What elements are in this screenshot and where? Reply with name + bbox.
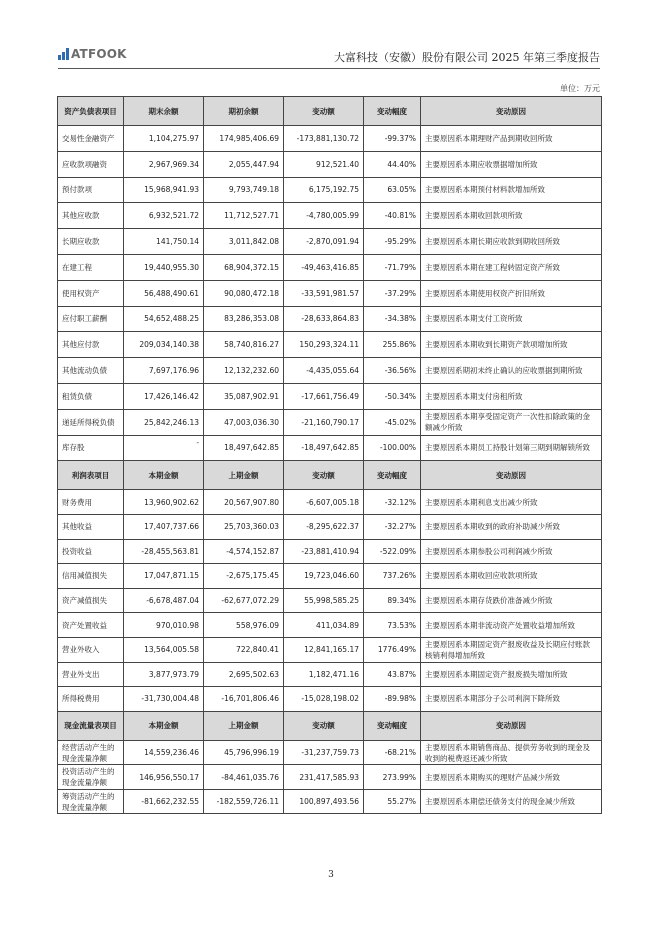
amount-cell: -16,701,806.46	[204, 687, 284, 712]
change-amount-cell: -31,237,759.73	[284, 740, 364, 765]
balance-sheet-header-row	[58, 97, 602, 126]
change-reason-cell: 主要原因系本期收到的政府补助减少所致	[421, 514, 602, 539]
table-row	[58, 588, 602, 613]
page-header	[58, 46, 600, 69]
change-reason-cell: 主要原因系本期预付材料款增加所致	[421, 177, 602, 203]
amount-cell: 20,567,907.80	[204, 490, 284, 515]
change-amount-cell: 12,841,165.17	[284, 637, 364, 662]
amount-cell: -4,574,152.87	[204, 539, 284, 564]
amount-cell: 83,286,353.08	[204, 306, 284, 332]
change-reason-cell: 主要原因系本期理财产品到期收回所致	[421, 126, 602, 152]
item-name-cell: 其他收益	[58, 514, 124, 539]
amount-cell: 9,793,749.18	[204, 177, 284, 203]
change-reason-cell: 主要原因系本期使用权资产折旧所致	[421, 280, 602, 306]
table-row	[58, 765, 602, 790]
logo-text: ATFOOK	[71, 47, 127, 61]
amount-cell: 3,011,842.08	[204, 229, 284, 255]
column-header: 期初余额	[204, 97, 284, 126]
change-reason-cell: 主要原因系本期应收票据增加所致	[421, 151, 602, 177]
change-amount-cell: -23,881,410.94	[284, 539, 364, 564]
page-number: 3	[328, 870, 334, 880]
amount-cell: 17,426,146.42	[124, 383, 204, 409]
table-row	[58, 490, 602, 515]
table-row	[58, 637, 602, 662]
change-amount-cell: -17,661,756.49	[284, 383, 364, 409]
amount-cell: 2,967,969.34	[124, 151, 204, 177]
change-amount-cell: -173,881,130.72	[284, 126, 364, 152]
amount-cell: 6,932,521.72	[124, 203, 204, 229]
change-percent-cell: -36.56%	[364, 358, 421, 384]
amount-cell: 68,904,372.15	[204, 254, 284, 280]
column-header: 变动额	[284, 97, 364, 126]
unit-label: 单位：万元	[560, 84, 600, 93]
change-reason-cell: 主要原因系本期参股公司利润减少所致	[421, 539, 602, 564]
change-percent-cell: 55.27%	[364, 789, 421, 814]
amount-cell: 2,055,447.94	[204, 151, 284, 177]
amount-cell: 146,956,550.17	[124, 765, 204, 790]
change-amount-cell: 6,175,192.75	[284, 177, 364, 203]
column-header: 变动额	[284, 711, 364, 740]
column-header: 本期金额	[124, 461, 204, 490]
change-reason-cell: 主要原因系本期享受固定资产一次性扣除政策的金额减少所致	[421, 409, 602, 435]
change-percent-cell: -50.34%	[364, 383, 421, 409]
amount-cell: 174,985,406.69	[204, 126, 284, 152]
amount-cell: 141,750.14	[124, 229, 204, 255]
amount-cell: 970,010.98	[124, 613, 204, 638]
column-header: 变动原因	[421, 461, 602, 490]
item-name-cell: 预付款项	[58, 177, 124, 203]
change-percent-cell: -68.21%	[364, 740, 421, 765]
table-row	[58, 177, 602, 203]
column-header: 资产负债表项目	[58, 97, 124, 126]
change-percent-cell: -45.02%	[364, 409, 421, 435]
table-row	[58, 564, 602, 589]
change-amount-cell: -49,463,416.85	[284, 254, 364, 280]
cash-flow-header-row	[58, 711, 602, 740]
column-header: 现金流量表项目	[58, 711, 124, 740]
amount-cell: 25,842,246.13	[124, 409, 204, 435]
change-amount-cell: -33,591,981.57	[284, 280, 364, 306]
table-row	[58, 662, 602, 687]
change-reason-cell: 主要原因系本期支付房租所致	[421, 383, 602, 409]
amount-cell: 58,740,816.27	[204, 332, 284, 358]
table-row	[58, 280, 602, 306]
change-amount-cell: 912,521.40	[284, 151, 364, 177]
item-name-cell: 应付职工薪酬	[58, 306, 124, 332]
amount-cell: -62,677,072.29	[204, 588, 284, 613]
column-header: 变动幅度	[364, 461, 421, 490]
amount-cell: 14,559,236.46	[124, 740, 204, 765]
item-name-cell: 所得税费用	[58, 687, 124, 712]
amount-cell: 558,976.09	[204, 613, 284, 638]
income-statement-header-row	[58, 461, 602, 490]
amount-cell: -81,662,232.55	[124, 789, 204, 814]
column-header: 变动额	[284, 461, 364, 490]
amount-cell: 12,132,232.60	[204, 358, 284, 384]
column-header: 期末余额	[124, 97, 204, 126]
item-name-cell: 投资活动产生的现金流量净额	[58, 765, 124, 790]
change-percent-cell: -100.00%	[364, 435, 421, 461]
change-amount-cell: -2,870,091.94	[284, 229, 364, 255]
change-percent-cell: 73.53%	[364, 613, 421, 638]
change-percent-cell: -34.38%	[364, 306, 421, 332]
change-percent-cell: 43.87%	[364, 662, 421, 687]
change-amount-cell: -8,295,622.37	[284, 514, 364, 539]
amount-cell: 54,652,488.25	[124, 306, 204, 332]
amount-cell: -84,461,035.76	[204, 765, 284, 790]
amount-cell: 45,796,996.19	[204, 740, 284, 765]
logo-mark-icon	[58, 48, 70, 60]
change-amount-cell: -28,633,864.83	[284, 306, 364, 332]
column-header: 变动原因	[421, 711, 602, 740]
change-reason-cell: 主要原因系本期购买的理财产品减少所致	[421, 765, 602, 790]
amount-cell: 13,564,005.58	[124, 637, 204, 662]
change-reason-cell: 主要原因系本期员工持股计划第三期到期解锁所致	[421, 435, 602, 461]
table-row	[58, 332, 602, 358]
table-row	[58, 358, 602, 384]
column-header: 变动原因	[421, 97, 602, 126]
amount-cell: 11,712,527.71	[204, 203, 284, 229]
change-amount-cell: 19,723,046.60	[284, 564, 364, 589]
change-percent-cell: 63.05%	[364, 177, 421, 203]
item-name-cell: 财务费用	[58, 490, 124, 515]
report-title: 大富科技（安徽）股份有限公司 2025 年第三季度报告	[334, 51, 600, 64]
change-reason-cell: 主要原因系本期存货跌价准备减少所致	[421, 588, 602, 613]
amount-cell: 56,488,490.61	[124, 280, 204, 306]
column-header: 变动幅度	[364, 711, 421, 740]
item-name-cell: 交易性金融资产	[58, 126, 124, 152]
table-row	[58, 126, 602, 152]
amount-cell: -6,678,487.04	[124, 588, 204, 613]
amount-cell: 2,695,502.63	[204, 662, 284, 687]
amount-cell: 722,840.41	[204, 637, 284, 662]
amount-cell: 90,080,472.18	[204, 280, 284, 306]
amount-cell: -28,455,563.81	[124, 539, 204, 564]
change-reason-cell: 主要原因系本期在建工程转固定资产所致	[421, 254, 602, 280]
item-name-cell: 信用减值损失	[58, 564, 124, 589]
amount-cell: 18,497,642.85	[204, 435, 284, 461]
table-row	[58, 613, 602, 638]
change-reason-cell: 主要原因系期初未终止确认的应收票据到期所致	[421, 358, 602, 384]
table-row	[58, 514, 602, 539]
item-name-cell: 投资收益	[58, 539, 124, 564]
change-percent-cell: -95.29%	[364, 229, 421, 255]
amount-cell: 35,087,902.91	[204, 383, 284, 409]
change-amount-cell: 150,293,324.11	[284, 332, 364, 358]
table-row	[58, 789, 602, 814]
change-amount-cell: 1,182,471.16	[284, 662, 364, 687]
change-percent-cell: -32.12%	[364, 490, 421, 515]
change-amount-cell: 231,417,585.93	[284, 765, 364, 790]
change-reason-cell: 主要原因系本期固定资产报废损失增加所致	[421, 662, 602, 687]
change-amount-cell: -4,780,005.99	[284, 203, 364, 229]
item-name-cell: 营业外支出	[58, 662, 124, 687]
amount-cell: 3,877,973.79	[124, 662, 204, 687]
amount-cell: -2,675,175.45	[204, 564, 284, 589]
amount-cell: 19,440,955.30	[124, 254, 204, 280]
amount-cell: 209,034,140.38	[124, 332, 204, 358]
table-row	[58, 539, 602, 564]
change-amount-cell: -18,497,642.85	[284, 435, 364, 461]
financial-changes-table	[57, 96, 602, 814]
change-percent-cell: 89.34%	[364, 588, 421, 613]
change-amount-cell: 100,897,493.56	[284, 789, 364, 814]
table-row	[58, 740, 602, 765]
table-row	[58, 687, 602, 712]
item-name-cell: 资产减值损失	[58, 588, 124, 613]
amount-cell: -31,730,004.48	[124, 687, 204, 712]
table-row	[58, 151, 602, 177]
item-name-cell: 库存股	[58, 435, 124, 461]
change-reason-cell: 主要原因系本期收回款项所致	[421, 203, 602, 229]
item-name-cell: 经营活动产生的现金流量净额	[58, 740, 124, 765]
change-amount-cell: 55,998,585.25	[284, 588, 364, 613]
amount-cell: -182,559,726.11	[204, 789, 284, 814]
change-reason-cell: 主要原因系本期收到长期资产款项增加所致	[421, 332, 602, 358]
item-name-cell: 筹资活动产生的现金流量净额	[58, 789, 124, 814]
change-amount-cell: -4,435,055.64	[284, 358, 364, 384]
change-amount-cell: -15,028,198.02	[284, 687, 364, 712]
column-header: 上期金额	[204, 461, 284, 490]
item-name-cell: 租赁负债	[58, 383, 124, 409]
change-percent-cell: -89.98%	[364, 687, 421, 712]
change-reason-cell: 主要原因系本期固定资产报废收益及长期应付账款核销利得增加所致	[421, 637, 602, 662]
column-header: 变动幅度	[364, 97, 421, 126]
change-percent-cell: -71.79%	[364, 254, 421, 280]
change-percent-cell: -32.27%	[364, 514, 421, 539]
change-reason-cell: 主要原因系本期利息支出减少所致	[421, 490, 602, 515]
table-row	[58, 203, 602, 229]
change-percent-cell: 1776.49%	[364, 637, 421, 662]
change-amount-cell: -21,160,790.17	[284, 409, 364, 435]
item-name-cell: 长期应收款	[58, 229, 124, 255]
item-name-cell: 其他应付款	[58, 332, 124, 358]
change-reason-cell: 主要原因系本期非流动资产处置收益增加所致	[421, 613, 602, 638]
change-reason-cell: 主要原因系本期部分子公司利润下降所致	[421, 687, 602, 712]
item-name-cell: 使用权资产	[58, 280, 124, 306]
amount-cell: 17,407,737.66	[124, 514, 204, 539]
amount-cell: -	[124, 435, 204, 461]
change-percent-cell: -522.09%	[364, 539, 421, 564]
change-percent-cell: 255.86%	[364, 332, 421, 358]
change-reason-cell: 主要原因系本期长期应收款到期收回所致	[421, 229, 602, 255]
column-header: 本期金额	[124, 711, 204, 740]
amount-cell: 25,703,360.03	[204, 514, 284, 539]
item-name-cell: 其他应收款	[58, 203, 124, 229]
item-name-cell: 资产处置收益	[58, 613, 124, 638]
change-amount-cell: 411,034.89	[284, 613, 364, 638]
change-percent-cell: 737.26%	[364, 564, 421, 589]
amount-cell: 13,960,902.62	[124, 490, 204, 515]
item-name-cell: 递延所得税负债	[58, 409, 124, 435]
change-reason-cell: 主要原因系本期收回应收款项所致	[421, 564, 602, 589]
change-percent-cell: -37.29%	[364, 280, 421, 306]
table-row	[58, 306, 602, 332]
column-header: 利润表项目	[58, 461, 124, 490]
amount-cell: 47,003,036.30	[204, 409, 284, 435]
item-name-cell: 应收款项融资	[58, 151, 124, 177]
amount-cell: 15,968,941.93	[124, 177, 204, 203]
change-reason-cell: 主要原因系本期销售商品、提供劳务收到的现金及收到的税费返还减少所致	[421, 740, 602, 765]
item-name-cell: 在建工程	[58, 254, 124, 280]
change-reason-cell: 主要原因系本期偿还债务支付的现金减少所致	[421, 789, 602, 814]
change-percent-cell: -99.37%	[364, 126, 421, 152]
change-percent-cell: 273.99%	[364, 765, 421, 790]
change-amount-cell: -6,607,005.18	[284, 490, 364, 515]
company-logo	[58, 47, 127, 61]
amount-cell: 7,697,176.96	[124, 358, 204, 384]
table-row	[58, 435, 602, 461]
change-reason-cell: 主要原因系本期支付工资所致	[421, 306, 602, 332]
change-percent-cell: -40.81%	[364, 203, 421, 229]
amount-cell: 1,104,275.97	[124, 126, 204, 152]
change-percent-cell: 44.40%	[364, 151, 421, 177]
table-row	[58, 254, 602, 280]
table-row	[58, 409, 602, 435]
column-header: 上期金额	[204, 711, 284, 740]
table-row	[58, 383, 602, 409]
item-name-cell: 其他流动负债	[58, 358, 124, 384]
item-name-cell: 营业外收入	[58, 637, 124, 662]
table-row	[58, 229, 602, 255]
amount-cell: 17,047,871.15	[124, 564, 204, 589]
